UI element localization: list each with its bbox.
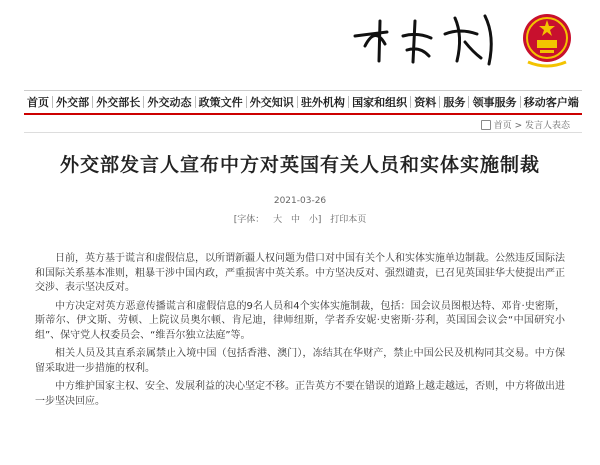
nav-item-policy[interactable]: 政策文件 (198, 96, 243, 109)
article-tools (0, 212, 600, 225)
nav-item-resources[interactable]: 资料 (414, 96, 437, 109)
breadcrumb (481, 118, 570, 131)
breadcrumb-text[interactable]: 首页 > 发言人表态 (493, 121, 570, 131)
article-paragraph: 相关人员及其直系亲属禁止入境中国（包括香港、澳门），冻结其在华财产，禁止中国公民及机构同其交易。中方保留采取进一步措施的权利。 (35, 348, 565, 374)
font-size-large-link[interactable]: 大 (273, 215, 283, 225)
article-body (35, 252, 565, 413)
nav-item-news[interactable]: 外交动态 (147, 96, 192, 109)
nav-item-ministry[interactable]: 外交部 (56, 96, 90, 109)
nav-item-services[interactable]: 服务 (443, 96, 466, 109)
nav-item-mobile[interactable]: 移动客户端 (523, 96, 579, 109)
home-icon (481, 120, 491, 130)
site-header (0, 0, 600, 88)
article-title: 外交部发言人宣布中方对英国有关人员和实体实施制裁 (59, 154, 540, 176)
nav-item-home[interactable]: 首页 (27, 96, 49, 109)
nav-item-minister[interactable]: 外交部长 (96, 96, 141, 109)
site-logo[interactable] (345, 6, 520, 68)
nav-item-consular[interactable]: 领事服务 (472, 96, 517, 109)
nav-item-knowledge[interactable]: 外交知识 (249, 96, 294, 109)
font-size-medium-link[interactable]: 中 (290, 215, 300, 225)
article-paragraph: 中方决定对英方恶意传播谎言和虚假信息的9名人员和4个实体实施制裁，包括：国会议员图根达特、邓肯·史密斯，斯蒂尔、伊文斯、劳顿、上院议员奥尔顿、肯尼迪，律师纽斯，学者乔安妮·史密斯·芬利，英国国会议会“中国研究小组”、保守党人权委员会、“维吾尔独立法庭”等。 (35, 300, 565, 341)
national-emblem-icon (518, 8, 576, 70)
article-date: 2021-03-26 (273, 196, 327, 206)
content-divider (24, 132, 582, 133)
font-size-label: [字体： (233, 215, 265, 225)
nav-item-countries[interactable]: 国家和组织 (352, 96, 408, 109)
nav-item-missions[interactable]: 驻外机构 (300, 96, 345, 109)
article-paragraph: 日前，英方基于谎言和虚假信息，以所谓新疆人权问题为借口对中国有关个人和实体实施单边制裁。公然违反国际法和国际关系基本准则，粗暴干涉中国内政，严重损害中英关系。中方坚决反对、强烈谴责，已召见英国驻华大使提出严正交涉、表示坚决反对。 (35, 253, 565, 293)
article-paragraph: 中方维护国家主权、安全、发展利益的决心坚定不移。正告英方不要在错误的道路上越走越远，否则，中方将做出进一步坚决回应。 (35, 381, 565, 407)
main-nav (24, 90, 582, 115)
font-size-small-link[interactable]: 小] (308, 215, 322, 225)
print-link[interactable]: 打印本页 (330, 215, 367, 225)
